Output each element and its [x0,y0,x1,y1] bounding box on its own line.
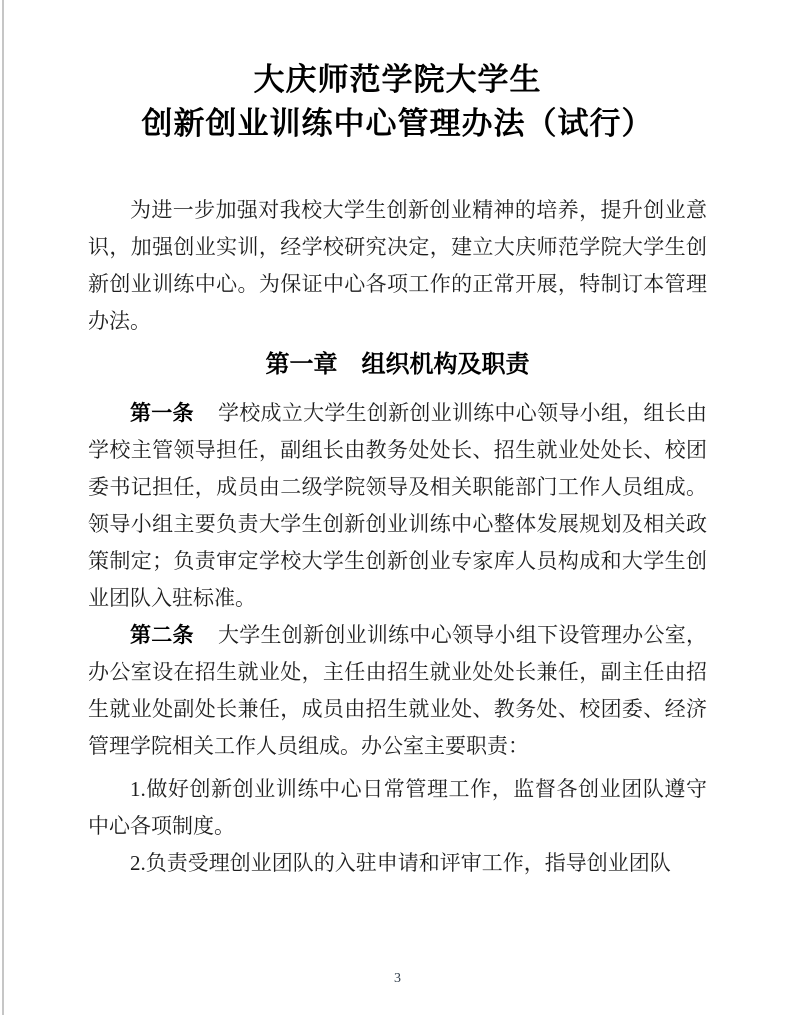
article-1-text: 学校成立大学生创新创业训练中心领导小组，组长由学校主管领导担任，副组长由教务处处长、招生就业处处长、校团委书记担任，成员由二级学院领导及相关职能部门工作人员组成。领导小组主要负责大学生创新创业训练中心整体发展规划及相关政策制定；负责审定学校大学生创新创业专家库人员构成和大学生创业团队入驻标准。 [88,401,708,610]
article-2-text: 大学生创新创业训练中心领导小组下设管理办公室，办公室设在招生就业处，主任由招生就业处处长兼任，副主任由招生就业处副处长兼任，成员由招生就业处、教务处、校团委、经济管理学院相关工作人员组成。办公室主要职责： [88,623,708,758]
article-2-label: 第二条 [130,623,194,647]
document-title-line-2: 创新创业训练中心管理办法（试行） [141,106,654,141]
chapter-1-heading: 第一章 组织机构及职责 [265,352,530,378]
duty-item-1: 1.做好创新创业训练中心日常管理工作，监督各创业团队遵守中心各项制度。 [88,777,707,838]
duty-item-2: 2.负责受理创业团队的入驻申请和评审工作，指导创业团队 [130,851,671,875]
document-title [88,0,707,146]
article-1-label: 第一条 [130,401,194,425]
article-2-paragraph [88,617,707,765]
page-scan-edge-line [2,0,4,1015]
page-number: 3 [394,971,401,986]
document-title-line-1: 大庆师范学院大学生 [253,62,542,97]
document-content [88,0,707,882]
article-1-paragraph [88,395,707,617]
intro-paragraph: 为进一步加强对我校大学生创新创业精神的培养，提升创业意识，加强创业实训，经学校研究决定，建立大庆师范学院大学生创新创业训练中心。为保证中心各项工作的正常开展，特制订本管理办法。 [88,198,707,333]
